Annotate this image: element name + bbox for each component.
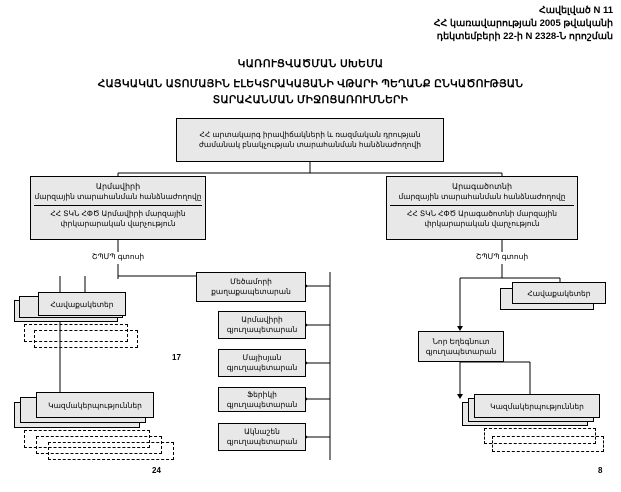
group-left-organizations — [14, 392, 164, 472]
group-right-organizations-label: Կազմակերպություններ — [490, 401, 584, 411]
node-nor-yeghegnut-village — [418, 331, 504, 362]
node-armavir-village-label: Արմավիրի գյուղապետարան — [226, 315, 298, 334]
node-aragatsotn-title: Արագածոտնի — [451, 182, 513, 191]
node-aragatsotn-subtitle: մարզային տարահանման հանձնաժողովը — [398, 192, 566, 201]
group-left-collection-points — [14, 292, 144, 362]
divider — [390, 205, 574, 206]
node-feriki-village-label: Ֆերիկի գյուղապետարան — [226, 389, 298, 409]
group-left-collection-points-label: Հավաքակետեր — [50, 299, 114, 309]
node-metsamor-municipality — [196, 272, 306, 302]
node-armavir-subtitle: մարզային տարահանման հանձնաժողովը — [34, 192, 202, 201]
node-armavir-commission — [30, 176, 206, 240]
node-top-commission-label: ՀՀ արտակարգ իրավիճակների և ռազմական դրության ժամանակ բնակչության տարահանման հանձնաժողովի — [198, 130, 422, 149]
page-title-line-3: ՏԱՐԱՀԱՆՄԱՆ ՄԻՋՈՑԱՌՈՒՄՆԵՐԻ — [212, 94, 409, 106]
count-right-organizations: 8 — [598, 466, 603, 475]
header-line-1: Հավելված N 11 — [538, 5, 613, 16]
node-mayisyan-village-label: Մայիսյան գյուղապետարան — [226, 353, 298, 372]
node-top-commission — [176, 118, 444, 162]
node-armavir-title: Արմավիրի — [95, 182, 141, 191]
node-aknashen-village-label: Ակնաշեն գյուղապետարան — [226, 427, 298, 446]
card-dashed-2 — [492, 436, 604, 452]
card-front — [512, 282, 606, 304]
card-dashed-2 — [34, 330, 138, 348]
node-metsamor-label: Մեծամորի քաղաքապետարան — [211, 277, 291, 296]
label-right-cmp: ՇՊՄՊ գտոսի — [475, 252, 529, 261]
card-front — [38, 292, 126, 316]
node-mayisyan-village — [218, 349, 306, 377]
node-aknashen-village — [218, 423, 306, 451]
count-left-organizations: 24 — [152, 466, 161, 475]
label-left-cmp: ՇՊՄՊ գտոսի — [91, 252, 145, 261]
group-right-collection-points-label: Հավաքակետեր — [527, 288, 591, 298]
divider — [34, 205, 202, 206]
page-title-line-2: ՀԱՅԿԱԿԱՆ ԱՏՈՄԱՅԻՆ ԷԼԵԿՏՐԱԿԱՅԱՆԻ ՎԹԱՐԻ ՊԵՂԱՆՔ ԸՆԿԱԾՈՒԹՅԱՆ — [97, 78, 524, 90]
node-feriki-village — [218, 387, 306, 412]
group-right-collection-points — [500, 282, 610, 322]
group-right-organizations — [462, 394, 612, 466]
node-aragatsotn-commission — [386, 176, 578, 240]
card-front — [474, 394, 600, 418]
node-armavir-body: ՀՀ ՏԿՆ ՀՓԾ Արմավիրի մարզային փրկարարական վարչություն — [50, 209, 186, 228]
header-line-2: ՀՀ կառավարության 2005 թվականի — [433, 18, 613, 29]
group-left-organizations-label: Կազմակերպություններ — [48, 400, 142, 410]
node-armavir-village — [218, 311, 306, 339]
count-left-collection-points: 17 — [172, 353, 181, 362]
card-dashed-3 — [48, 442, 174, 460]
page-title-line-1: ԿԱՌՈՒՑՎԱԾՄԱՆ ՍԽԵՄԱ — [237, 58, 384, 70]
header-line-3: դեկտեմբերի 22-ի N 2328-Ն որոշման — [436, 31, 613, 42]
node-aragatsotn-body: ՀՀ ՏԿՆ ՀՓԾ Արագածոտնի մարզային փրկարարական վարչություն — [407, 209, 557, 228]
node-nor-yeghegnut-label: Նոր Եղեգնուտ գյուղապետարան — [425, 336, 497, 356]
card-front — [36, 392, 154, 418]
